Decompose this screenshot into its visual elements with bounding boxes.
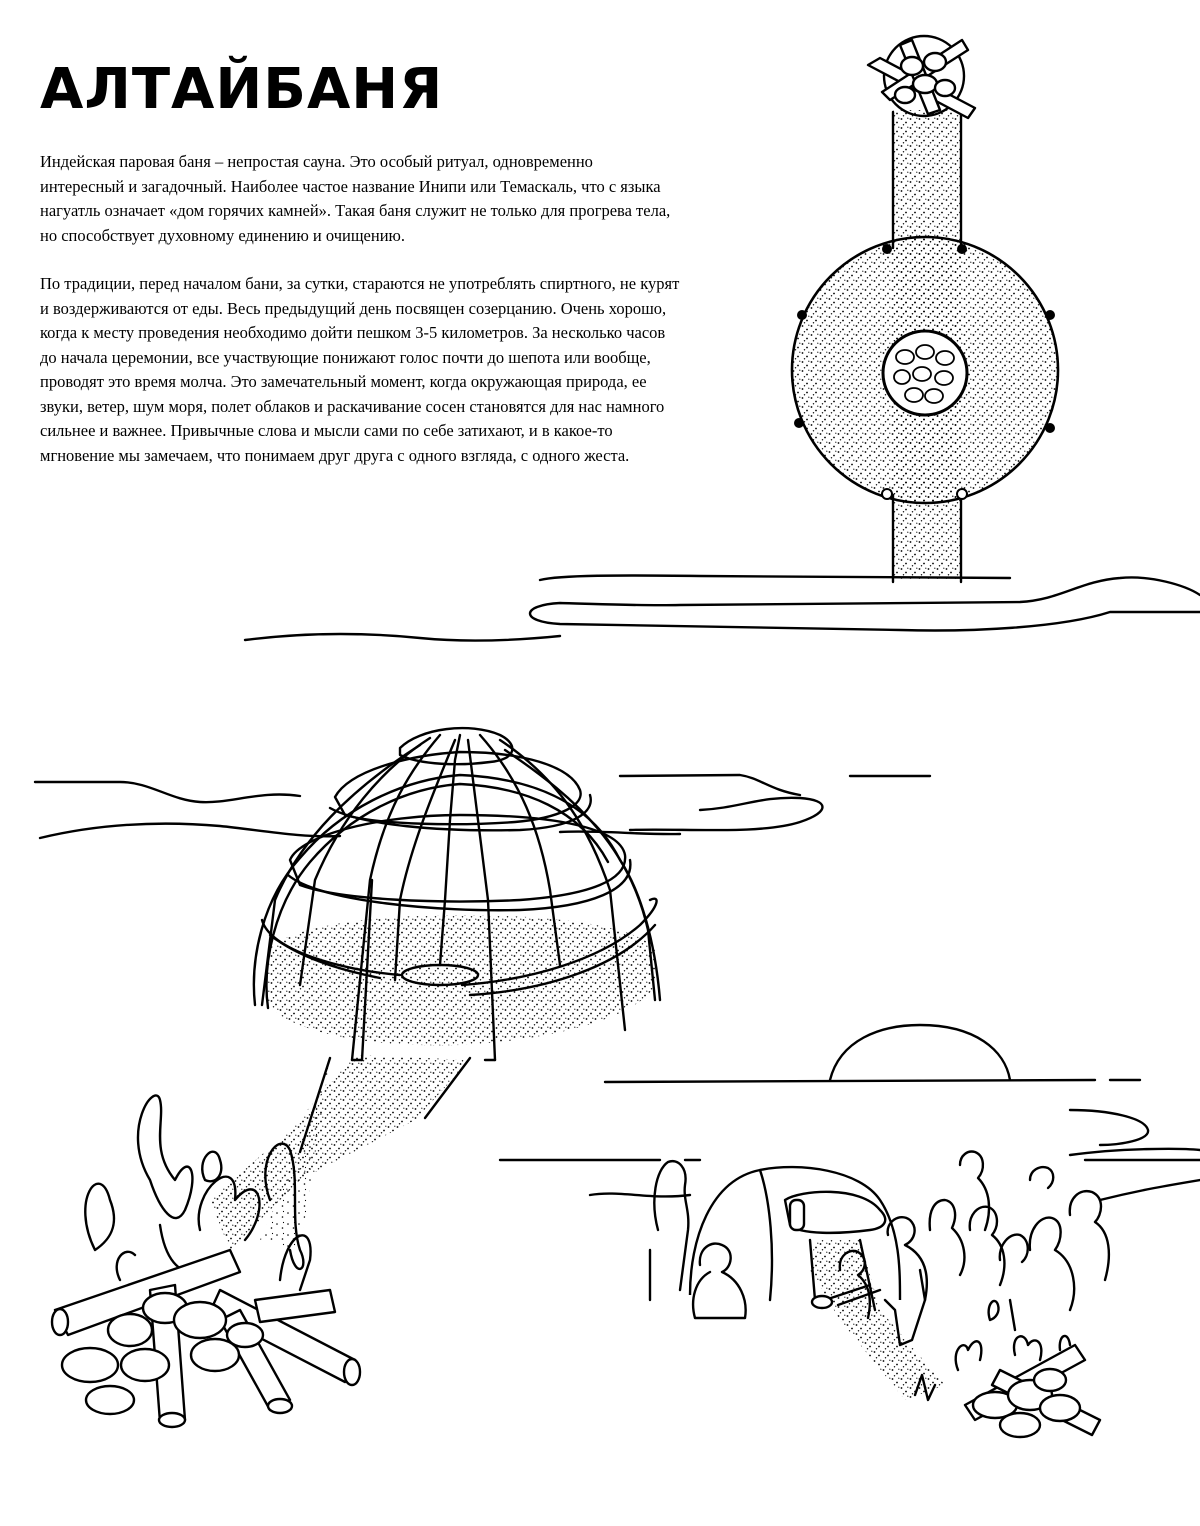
horizon-line bbox=[530, 577, 1200, 630]
paragraph-tradition: По традиции, перед началом бани, за сутки, стараются не употреблять спиртного, не курят и воздерживаются от еды. Весь предыдущий день посвящен созерцанию. Очень хорошо, когда к месту проведения необходимо дойти пешком 3-5 километров. За несколько часов до начала церемонии, все участвующие понижают голос почти до шепота или вообще, проводят это время молча. Это замечательный момент, когда окружающая природа, ее звуки, ветер, шум моря, полет облаков и раскачивание сосен становятся для нас намного сильнее и важнее. Привычные слова и мысли сами по себе затихают, и в какое-то мгновение мы замечаем, что понимаем друг друга с одного взгляда, с одного жеста. bbox=[40, 274, 680, 465]
paragraph-intro: Индейская паровая баня – непростая сауна. Это особый ритуал, одновременно интересный и загадочный. Наиболее частое название Инипи или Темаскаль, что с языка нагуатль означает «дом горячих камней». Такая баня служит не только для прогрева тела, но способствует духовному единению и очищению. bbox=[40, 152, 671, 245]
lodge-plan-drawing bbox=[245, 36, 1200, 641]
sun bbox=[830, 1025, 1010, 1080]
ceremony-scene-drawing bbox=[500, 1025, 1200, 1437]
page-title: АЛТАЙБАНЯ bbox=[40, 57, 444, 122]
fire-plan bbox=[868, 36, 975, 118]
